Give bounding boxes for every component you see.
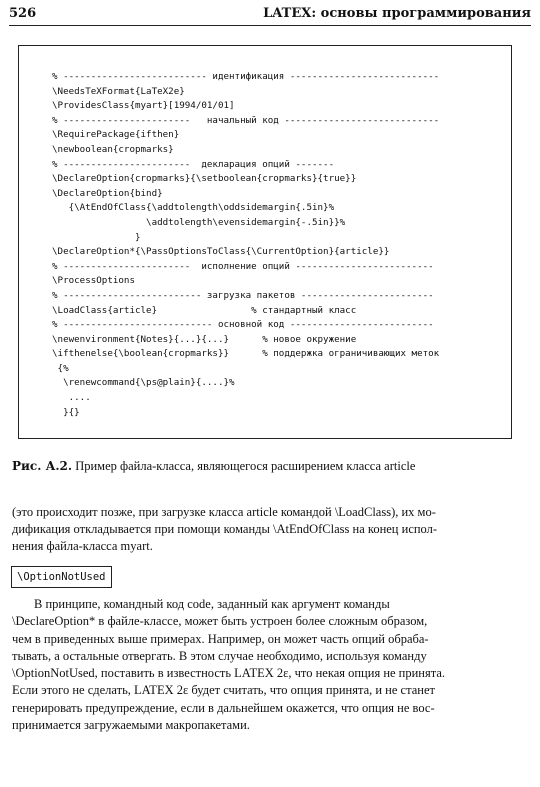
running-header — [9, 6, 531, 24]
code-line: \ProvidesClass{myart}[1994/01/01] — [52, 100, 235, 112]
code-line: % ------------------------- загрузка пакетов ------------------------ — [52, 289, 434, 301]
code-line: % --------------------------- основной код -------------------------- — [52, 319, 434, 331]
code-line: {\AtEndOfClass{\addtolength\oddsidemargin{.5in}% — [52, 202, 335, 214]
code-line: \ifthenelse{\boolean{cropmarks}} % поддержка ограничивающих меток — [52, 348, 440, 360]
code-line: \RequirePackage{ifthen} — [52, 129, 180, 141]
paragraph-line: дификация откладывается при помощи команды \AtEndOfClass на конец испол- — [12, 522, 438, 536]
code-line: \DeclareOption{cropmarks}{\setboolean{cropmarks}{true}} — [52, 173, 357, 185]
paragraph-line: тывать, а остальные отвергать. В этом случае необходимо, используя команду — [12, 648, 427, 663]
code-line: % ----------------------- декларация опций ------- — [52, 158, 335, 170]
paragraph-line: \OptionNotUsed, поставить в известность LATEX 2ε, что некая опция не принята. — [12, 666, 446, 681]
page-number: 526 — [9, 6, 37, 21]
code-line: {% — [52, 362, 69, 374]
code-line: \LoadClass{article} % стандартный класс — [52, 304, 357, 316]
code-line: \newboolean{cropmarks} — [52, 143, 174, 155]
code-line: \DeclareOption{bind} — [52, 187, 163, 199]
paragraph-line: принимается загружаемыми макропакетами. — [12, 718, 250, 733]
header-rule — [9, 25, 531, 26]
paragraph-body — [12, 596, 512, 734]
running-title: LATEX: основы программирования — [263, 6, 531, 21]
figure-caption — [12, 458, 528, 474]
code-line: \renewcommand{\ps@plain}{....}% — [52, 377, 235, 389]
figure-label: Рис. А.2. — [12, 459, 73, 473]
code-listing-box — [18, 45, 512, 439]
paragraph-line: (это происходит позже, при загрузке класса article командой \LoadClass), их мо- — [12, 505, 436, 519]
code-line: % ----------------------- начальный код ---------------------------- — [52, 114, 440, 126]
paragraph-line: чем в приведенных выше примерах. Например, он может часть опций обраба- — [12, 631, 429, 646]
code-line: % -------------------------- идентификация --------------------------- — [52, 71, 440, 82]
code-line: }{} — [52, 406, 80, 418]
code-line: } — [52, 231, 141, 243]
command-heading-box: \OptionNotUsed — [11, 566, 112, 588]
paragraph-continuation — [12, 504, 512, 555]
code-line: \DeclareOption*{\PassOptionsToClass{\CurrentOption}{article}} — [52, 246, 390, 258]
paragraph-line: нения файла-класса myart. — [12, 539, 153, 553]
figure-caption-text: Пример файла-класса, являющегося расширением класса article — [72, 459, 416, 473]
code-line: \newenvironment{Notes}{...}{...} % новое окружение — [52, 333, 357, 345]
paragraph-line: Если этого не сделать, LATEX 2ε будет считать, что опция принята, и не станет — [12, 683, 435, 698]
code-line: \addtolength\evensidemargin{-.5in}}% — [52, 216, 346, 228]
paragraph-line: генерировать предупреждение, если в дальнейшем окажется, что опция не вос- — [12, 700, 435, 715]
code-line: \NeedsTeXFormat{LaTeX2e} — [52, 85, 185, 97]
paragraph-line: В принципе, командный код code, заданный как аргумент команды — [34, 597, 390, 611]
code-line: \ProcessOptions — [52, 275, 135, 287]
code-line: .... — [52, 392, 91, 404]
code-line: % ----------------------- исполнение опций ------------------------- — [52, 260, 434, 272]
code-listing — [52, 70, 439, 420]
paragraph-line: \DeclareOption* в файле-классе, может быть устроен более сложным образом, — [12, 614, 428, 629]
